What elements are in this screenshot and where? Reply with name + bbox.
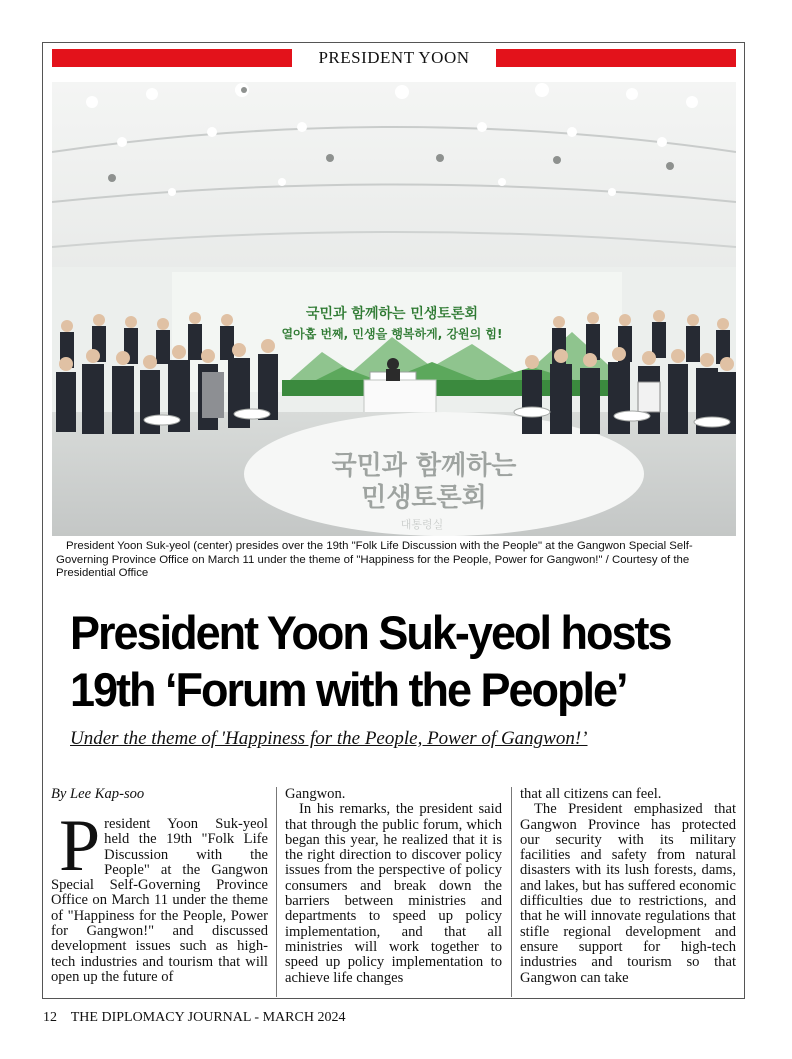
banner-line2: 열아홉 번째, 민생을 행복하게, 강원의 힘!: [281, 327, 503, 341]
page-footer: [43, 1010, 345, 1026]
drop-cap: P: [59, 805, 101, 887]
byline: By Lee Kap-soo: [51, 786, 145, 802]
column-divider: [276, 787, 277, 997]
column-divider: [511, 787, 512, 997]
column3-paragraph2: The President emphasized that Gangwon Province has protected our security with its military facilities and safety from natural disasters with its lush forests, dams, and lakes, but has suffered economic difficulties due to restrictions, and that he will innovate regulations that stifle regional development and ensure support for high-tech industries and tourism so that Gangwon can take: [520, 801, 736, 986]
article-column-2: [285, 787, 502, 986]
section-bar-left: [52, 49, 292, 67]
event-photo: [52, 82, 736, 536]
column2-paragraph1: Gangwon.: [285, 786, 346, 802]
section-header: [52, 49, 736, 67]
photo-caption: President Yoon Suk-yeol (center) presides over the 19th "Folk Life Discussion with the People" at the Gangwon Special Self-Governing Province Office on March 11 under the theme of "Happiness for the People, Power for Gangwon!" / Courtesy of the Presidential Office: [56, 540, 693, 579]
headline: [70, 605, 750, 718]
article-column-3: [520, 787, 736, 986]
photo-watermark: 대통령실: [400, 518, 444, 531]
publication-name: THE DIPLOMACY JOURNAL - MARCH 2024: [70, 1010, 346, 1025]
floor-text-line2: 민생토론회: [361, 483, 487, 513]
column1-body: resident Yoon Suk-yeol held the 19th "Folk Life Discussion with the People" at the Gangwon Special Self-Governing Province Office on March 11 under the theme of "Happiness for the People, Power for Gangwon!" and discussed development issues such as high-tech industries and tourism that will open up the future of: [51, 816, 268, 985]
banner-line1: 국민과 함께하는 민생토론회: [305, 306, 479, 322]
subheadline: Under the theme of 'Happiness for the People, Power of Gangwon!’: [70, 728, 588, 749]
column2-paragraph2: In his remarks, the president said that through the public forum, which began this year, he realized that it is the right direction to discover policy issues from the perspective of policy consumers and break down the barriers between ministries and departments to speed up policy implementation, and that all ministries will work together to speed up policy implementation to achieve life changes: [285, 801, 502, 986]
headline-line2: 19th ‘Forum with the People’: [70, 662, 627, 717]
headline-line1: President Yoon Suk-yeol hosts: [70, 606, 671, 660]
forum-hall-illustration: [52, 82, 736, 536]
section-label: PRESIDENT YOON: [318, 48, 470, 67]
page-number: 12: [43, 1010, 57, 1025]
section-bar-right: [496, 49, 736, 67]
floor-text-line1: 국민과 함께하는: [331, 451, 517, 481]
column3-paragraph1: that all citizens can feel.: [520, 786, 662, 802]
article-column-1: [51, 787, 268, 985]
